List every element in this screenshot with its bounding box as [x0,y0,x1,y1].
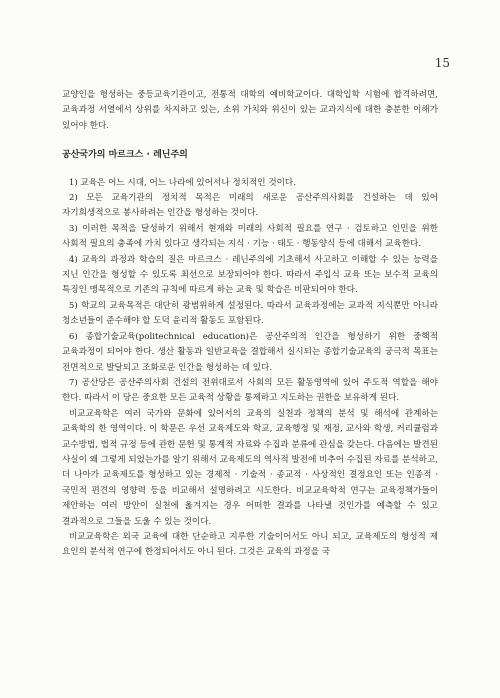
section-heading: 공산국가의 마르크스 · 레닌주의 [62,150,188,161]
page-number: 15 [434,56,450,70]
numbered-paragraph: 1) 교육은 어느 시대, 어느 나라에 있어서나 정치적인 것이다. [68,177,296,188]
numbered-paragraph: 5) 학교의 교육목적은 대단히 광범위하게 설정된다. 따라서 교육과정에는 교과적 지식뿐만 아니라 청소년들이 준수해야 할 도덕 윤리적 활동도 포함된다. [62,300,438,327]
body-paragraph: 비교교육학은 여러 국가와 문화에 있어서의 교육의 실천과 정책의 분석 및 해석에 관계하는 교육학의 한 영역이다. 이 학문은 우선 교육제도와 학교, 교육행정 및 재정, 교사와 학생, 커리큘럼과 교수방법, 법적 규정 등에 관한 문헌 및 통계적 자료와 수집과 분류에 관심을 갖는다. 다음에는 발견된 사실이 왜 그렇게 되었는가를 알기 위해서 교육제도의 역사적 발전에 비추어 수집된 자료를 분석하고, 더 나아가 교육제도를 형성하고 있는 경제적 · 기술적 · 종교적 · 사상적인 결정요인 또는 인종적 · 국민적 편견의 영향력 등을 비교해서 설명하려고 시도한다. 비교교육학적 연구는 교육정책가들이 제안하는 여러 방안이 실천에 옮겨지는 경우 어떠한 결과를 나타낼 것인가를 예측할 수 있고 결과적으로 그들을 도울 수 있는 것이다. [62,408,438,527]
numbered-paragraph: 3) 이러한 목적을 달성하기 위해서 현재와 미래의 사회적 필요를 연구 · 검토하고 인민을 위한 사회적 필요의 충족에 가치 있다고 생각되는 지식 · 기능 · 태도 · 행동양식 등에 대해서 교육한다. [62,223,438,250]
numbered-paragraph: 2) 모든 교육기관의 정치적 목적은 미래의 새로운 공산주의사회를 건설하는 데 있어 자기희생적으로 봉사하려는 인간을 형성하는 것이다. [62,193,438,219]
intro-paragraph: 교양인을 형성하는 중등교육기관이고, 전통적 대학의 예비학교이다. 대학입학 시험에 합격하려면, 교육과정 서열에서 상위를 차지하고 있는, 소위 가치와 위신이 있는 교과지식에 대한 충분한 이해가 있어야 한다. [62,90,438,131]
body-paragraph: 비교교육학은 외국 교육에 대한 단순하고 지루한 기술이어서도 아니 되고, 교육제도의 형성적 제 요인의 분석적 연구에 한정되어서도 아니 된다. 그것은 교육의 과정을 국 [62,531,438,558]
numbered-paragraph: 4) 교육의 과정과 학습의 질은 마르크스 · 레닌주의에 기초해서 사고하고 이해할 수 있는 능력을 지닌 인간을 형성할 수 있도록 최선으로 보장되어야 한다. 따라서 주입식 교육 또는 보수적 교육의 특징인 맹목적으로 기존의 규칙에 따르게 하는 교육 및 학습은 비판되어야 한다. [62,254,438,296]
numbered-paragraph: 6) 종합기술교육(politechnical education)은 공산주의적 인간을 형성하기 위한 중핵적 교육과정이 되어야 한다. 생산 활동과 일반교육을 결합해서 실시되는 종합기술교육의 궁극적 목표는 전면적으로 발달되고 조화로운 인간을 형성하는 데 있다. [62,331,438,373]
page-body [62,88,438,561]
numbered-paragraph: 7) 공산당은 공산주의사회 건설의 전위대로서 사회의 모든 활동영역에 있어 주도적 역할을 해야 한다. 따라서 이 당은 중요한 모든 교육적 상황을 통제하고 지도하는 권한을 보유하게 된다. [62,377,438,404]
